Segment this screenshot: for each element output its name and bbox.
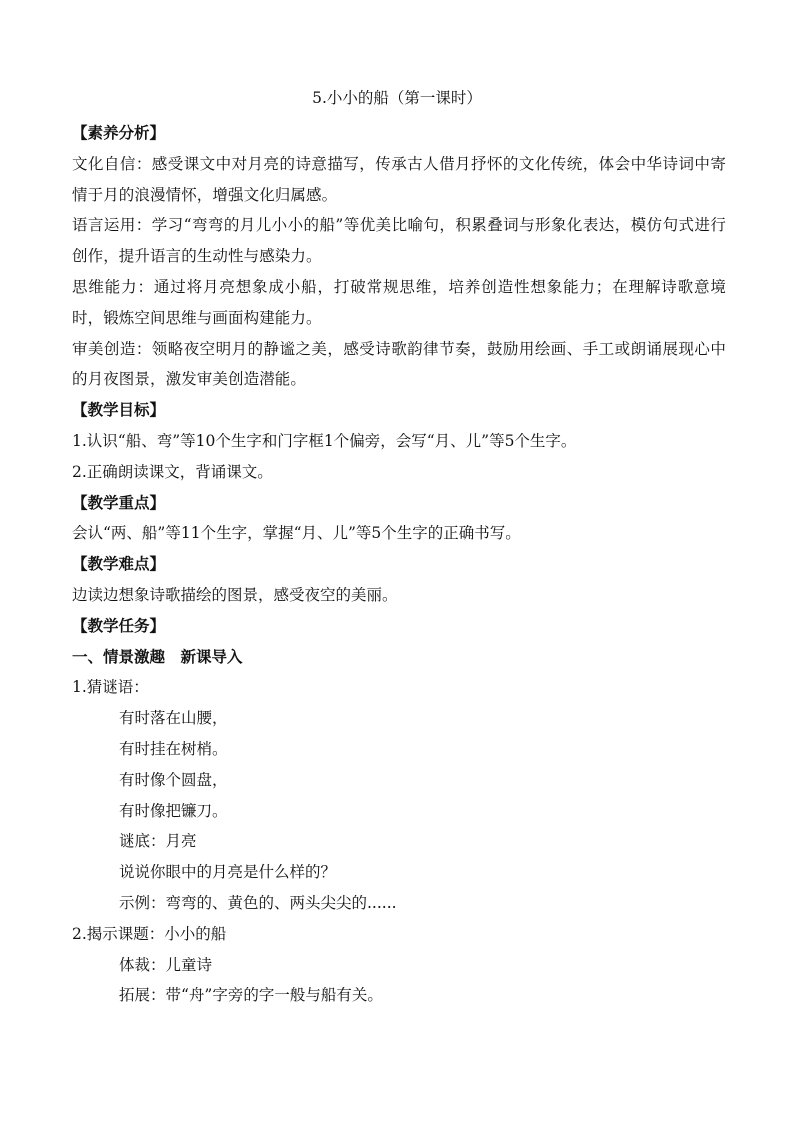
- paragraph-difficulties: 边读边想象诗歌描绘的图景，感受夜空的美丽。: [72, 585, 398, 604]
- heading-teaching-goals: 【教学目标】: [72, 400, 166, 420]
- document-title: 5.小小的船（第一课时）: [312, 89, 482, 107]
- riddle-line: 有时像把镰刀。: [119, 801, 228, 820]
- paragraph-thinking: 思维能力：通过将月亮想象成小船，打破常规思维，培养创造性想象能力；在理解诗歌意境时，锻炼空间思维与画面构建能力。: [72, 277, 726, 327]
- goal-item-2: 2.正确朗读课文，背诵课文。: [72, 462, 273, 481]
- riddle-line: 有时落在山腰，: [119, 709, 228, 728]
- moon-question: 说说你眼中的月亮是什么样的？: [119, 863, 337, 882]
- riddle-line: 有时像个圆盘，: [119, 770, 228, 789]
- heading-teaching-key-points: 【教学重点】: [72, 492, 166, 512]
- heading-teaching-difficulties: 【教学难点】: [72, 554, 166, 574]
- document-body: [72, 118, 726, 1011]
- part-1-title: 一、情景激趣 新课导入: [72, 646, 243, 666]
- heading-teaching-tasks: 【教学任务】: [72, 615, 166, 635]
- riddle-answer: 谜底：月亮: [119, 832, 197, 851]
- heading-literacy-analysis: 【素养分析】: [72, 123, 166, 142]
- paragraph-aesthetic: 审美创造：领略夜空明月的静谧之美，感受诗歌韵律节奏，鼓励用绘画、手工或朗诵展现心中的月夜图景，激发审美创造潜能。: [72, 339, 726, 389]
- riddle-line: 有时挂在树梢。: [119, 739, 228, 758]
- moon-example: 示例：弯弯的、黄色的、两头尖尖的......: [119, 893, 397, 912]
- paragraph-key-points: 会认“两、船”等11个生字，掌握“月、儿”等5个生字的正确书写。: [72, 524, 521, 543]
- goal-item-1: 1.认识“船、弯”等10个生字和门字框1个偏旁，会写“月、儿”等5个生字。: [72, 431, 577, 450]
- extension-line: 拓展：带“舟”字旁的字一般与船有关。: [119, 986, 383, 1005]
- paragraph-culture: 文化自信：感受课文中对月亮的诗意描写，传承古人借月抒怀的文化传统，体会中华诗词中寄情于月的浪漫情怀，增强文化归属感。: [72, 154, 726, 204]
- reveal-topic-label: 2.揭示课题：小小的船: [72, 924, 227, 943]
- genre-line: 体裁：儿童诗: [119, 955, 213, 974]
- riddle-label: 1.猜谜语：: [72, 678, 149, 697]
- paragraph-language: 语言运用：学习“弯弯的月儿小小的船”等优美比喻句，积累叠词与形象化表达，模仿句式进行创作，提升语言的生动性与感染力。: [72, 216, 726, 266]
